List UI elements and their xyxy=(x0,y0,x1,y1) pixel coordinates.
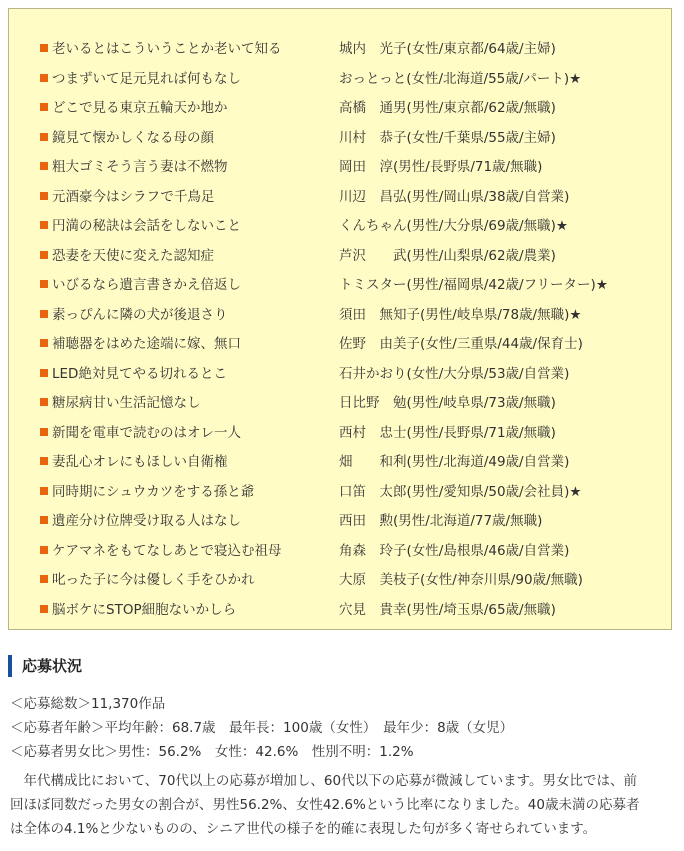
square-bullet-icon xyxy=(40,428,48,436)
square-bullet-icon xyxy=(40,74,48,82)
list-item xyxy=(9,124,673,153)
author-info: 角森 玲子(女性/島根県/46歳/自営業) xyxy=(339,542,570,559)
author-info: 城内 光子(女性/東京都/64歳/主婦) xyxy=(339,41,556,57)
poem-text: 同時期にシュウカツをする孫と爺 xyxy=(52,483,255,500)
poem-text: 素っぴんに隣の犬が後退さり xyxy=(52,306,228,323)
square-bullet-icon xyxy=(40,251,48,259)
list-item xyxy=(9,478,673,507)
list-item xyxy=(9,301,673,330)
paragraph-line: 年代構成比において、70代以上の応募が増加し、60代以下の応募が微減しています。男女比では、前 xyxy=(10,773,638,789)
poem-text: 鏡見て懐かしくなる母の顔 xyxy=(52,129,214,146)
square-bullet-icon xyxy=(40,133,48,141)
list-item xyxy=(9,94,673,123)
author-info: 佐野 由美子(女性/三重県/44歳/保育士) xyxy=(339,336,583,352)
poem-text: 遺産分け位牌受け取る人はなし xyxy=(52,513,241,529)
square-bullet-icon xyxy=(40,487,48,495)
square-bullet-icon xyxy=(40,44,48,52)
author-info: くんちゃん(男性/大分県/69歳/無職)★ xyxy=(339,218,568,234)
author-info: 日比野 勉(男性/岐阜県/73歳/無職) xyxy=(339,395,556,411)
section-heading: 応募状況 xyxy=(8,655,82,677)
list-item xyxy=(9,242,673,271)
list-item xyxy=(9,360,673,389)
author-info: 高橋 通男(男性/東京都/62歳/無職) xyxy=(339,100,556,116)
list-item xyxy=(9,65,673,94)
poem-text: ケアマネをもてなしあとで寝込む祖母 xyxy=(52,542,282,559)
square-bullet-icon xyxy=(40,605,48,613)
poem-text: 元酒豪今はシラフで千鳥足 xyxy=(52,188,215,205)
list-item xyxy=(9,271,673,300)
paragraph-line: 回ほぼ同数だった男女の割合が、男性56.2%、女性42.6%という比率になりました。40歳未満の応募者 xyxy=(10,797,640,813)
square-bullet-icon xyxy=(40,516,48,524)
square-bullet-icon xyxy=(40,339,48,347)
list-item xyxy=(9,566,673,595)
poem-text: 補聴器をはめた途端に嫁、無口 xyxy=(52,336,241,352)
poem-text: 妻乱心オレにもほしい自衛権 xyxy=(52,454,228,470)
list-item xyxy=(9,212,673,241)
poem-text: どこで見る東京五輪天か地か xyxy=(52,100,228,116)
list-item xyxy=(9,507,673,536)
author-info: トミスター(男性/福岡県/42歳/フリーター)★ xyxy=(339,277,608,293)
author-info: 芦沢 武(男性/山梨県/62歳/農業) xyxy=(339,247,556,264)
stat-total-entries: ＜応募総数＞11,370作品 xyxy=(10,696,166,712)
author-info: 大原 美枝子(女性/神奈川県/90歳/無職) xyxy=(339,572,583,588)
author-info: 畑 和利(男性/北海道/49歳/自営業) xyxy=(339,454,570,470)
square-bullet-icon xyxy=(40,162,48,170)
list-item xyxy=(9,596,673,625)
poem-text: 老いるとはこういうことか老いて知る xyxy=(52,41,282,57)
list-item xyxy=(9,419,673,448)
square-bullet-icon xyxy=(40,192,48,200)
poem-text: 脳ボケにSTOP細胞ないかしら xyxy=(52,601,237,618)
author-info: おっとっと(女性/北海道/55歳/パート)★ xyxy=(339,70,582,87)
poem-text: つまずいて足元見れば何もなし xyxy=(52,70,241,87)
poem-text: 糖尿病甘い生活記憶なし xyxy=(52,395,201,411)
author-info: 川村 恭子(女性/千葉県/55歳/主婦) xyxy=(339,129,556,146)
list-item xyxy=(9,389,673,418)
square-bullet-icon xyxy=(40,575,48,583)
stat-gender-ratio: ＜応募者男女比＞男性：56.2% 女性：42.6% 性別不明：1.2% xyxy=(10,744,414,760)
list-item xyxy=(9,153,673,182)
prize-list-box xyxy=(8,8,672,630)
square-bullet-icon xyxy=(40,280,48,288)
square-bullet-icon xyxy=(40,546,48,554)
square-bullet-icon xyxy=(40,221,48,229)
list-item xyxy=(9,448,673,477)
list-item xyxy=(9,537,673,566)
square-bullet-icon xyxy=(40,369,48,377)
square-bullet-icon xyxy=(40,310,48,318)
list-item xyxy=(9,35,673,64)
author-info: 西田 勲(男性/北海道/77歳/無職) xyxy=(339,513,543,529)
square-bullet-icon xyxy=(40,457,48,465)
author-info: 穴見 貴幸(男性/埼玉県/65歳/無職) xyxy=(339,601,556,618)
poem-text: 円満の秘訣は会話をしないこと xyxy=(52,218,241,234)
author-info: 口笛 太郎(男性/愛知県/50歳/会社員)★ xyxy=(339,483,582,500)
poem-text: 新聞を電車で読むのはオレ一人 xyxy=(52,424,241,441)
paragraph-line: は全体の4.1%と少ないものの、シニア世代の様子を的確に表現した句が多く寄せられています。 xyxy=(10,821,597,837)
stat-age: ＜応募者年齢＞平均年齢：68.7歳 最年長：100歳（女性） 最年少：8歳（女児） xyxy=(10,720,514,736)
list-item xyxy=(9,330,673,359)
square-bullet-icon xyxy=(40,103,48,111)
poem-text: 粗大ゴミそう言う妻は不燃物 xyxy=(52,159,228,175)
list-item xyxy=(9,183,673,212)
author-info: 須田 無知子(男性/岐阜県/78歳/無職)★ xyxy=(339,306,582,323)
poem-text: LED絶対見てやる切れるとこ xyxy=(52,365,227,382)
poem-text: いびるなら遺言書きかえ倍返し xyxy=(52,277,241,293)
square-bullet-icon xyxy=(40,398,48,406)
author-info: 川辺 昌弘(男性/岡山県/38歳/自営業) xyxy=(339,188,570,205)
poem-text: 叱った子に今は優しく手をひかれ xyxy=(52,572,255,588)
summary-paragraph xyxy=(10,769,674,841)
author-info: 岡田 淳(男性/長野県/71歳/無職) xyxy=(339,159,543,175)
poem-text: 恐妻を天使に変えた認知症 xyxy=(52,247,214,264)
author-info: 西村 忠士(男性/長野県/71歳/無職) xyxy=(339,424,556,441)
author-info: 石井かおり(女性/大分県/53歳/自営業) xyxy=(339,365,570,382)
